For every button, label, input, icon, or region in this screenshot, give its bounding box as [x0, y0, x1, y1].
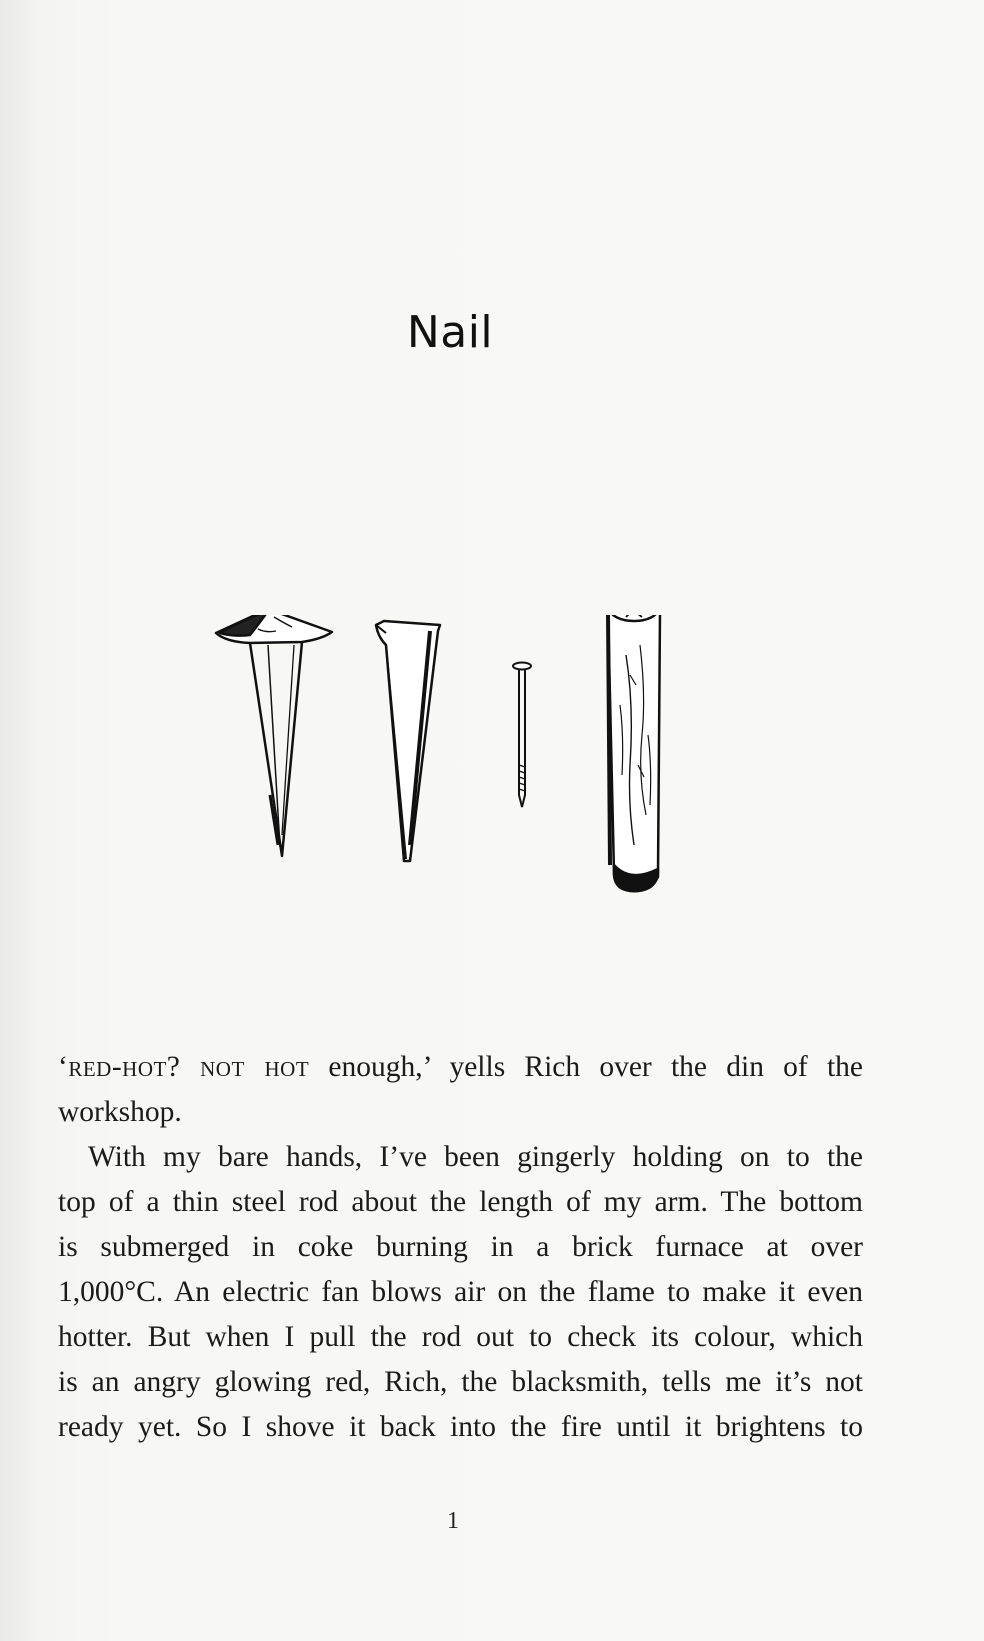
- paragraph-1: [58, 1045, 863, 1135]
- paragraph-2: [58, 1135, 863, 1450]
- wire-nail-icon: [513, 663, 531, 808]
- text-line: top of a thin steel rod about the length of my arm. The bottom: [58, 1186, 863, 1218]
- body-text: [58, 1045, 863, 1450]
- text-line: is submerged in coke burning in a brick furnace at over: [58, 1231, 863, 1263]
- nails-illustration: [210, 615, 690, 935]
- text-line: ready yet. So I shove it back into the fire until it brightens to: [58, 1411, 863, 1443]
- text-line: is an angry glowing red, Rich, the blacksmith, tells me it’s not: [58, 1366, 863, 1398]
- text-line: With my bare hands, I’ve been gingerly holding on to the: [88, 1141, 863, 1173]
- wrought-nail-icon: [216, 615, 332, 856]
- page-number: 1: [447, 1508, 459, 1534]
- text-line: workshop.: [58, 1096, 182, 1128]
- chapter-title: Nail: [406, 307, 494, 359]
- cut-nail-icon: [376, 621, 440, 861]
- text-run: enough,’ yells Rich over the din of the: [309, 1051, 863, 1083]
- text-line: 1,000°C. An electric fan blows air on the flame to make it even: [58, 1276, 863, 1308]
- text-line: [58, 1045, 863, 1090]
- text-line: hotter. But when I pull the rod out to check its colour, which: [58, 1321, 863, 1353]
- wooden-peg-icon: [608, 615, 660, 891]
- small-caps-lead: ‘red-hot? not hot: [58, 1051, 310, 1083]
